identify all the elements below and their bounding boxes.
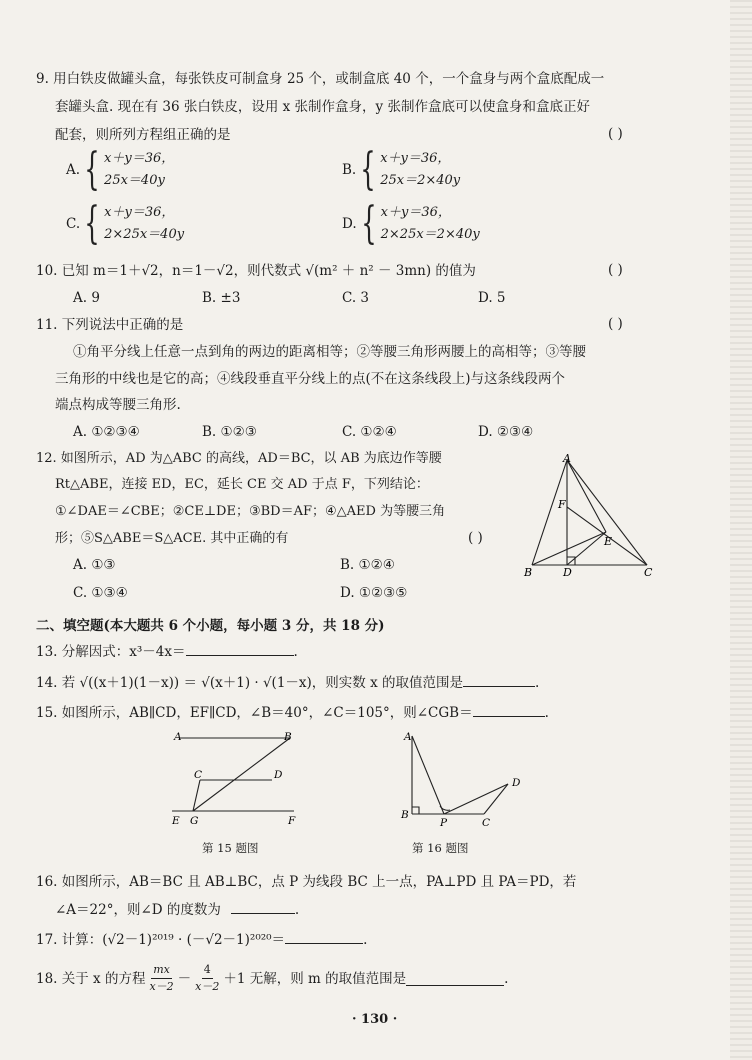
q12-line4: 形；⑤S△ABE＝S△ACE. 其中正确的有 [55,531,289,546]
q12-label-b: B [524,566,533,579]
q15-answer-blank[interactable] [473,703,545,717]
fig15 [166,728,306,828]
q11-line1: ①角平分线上任意一点到角的两边的距离相等；②等腰三角形两腰上的高相等；③等腰 [73,344,586,360]
q10-answer-paren: ( ) [608,262,623,278]
q11-option-d: D. ②③④ [478,424,534,440]
fig15-label-c: C [194,769,203,781]
q10-stem: 10. 已知 m＝1＋√2，n＝1－√2，则代数式 √(m² ＋ n² － 3mn) 的值为 [36,263,476,279]
q9-line2: 套罐头盒. 现在有 36 张白铁皮，设用 x 张制作盒身，y 张制作盒底可以使盒身和盒底正好 [55,99,590,115]
fig16-label-c: C [482,817,491,828]
q12-answer-paren: ( ) [468,530,483,546]
q12-seg-be [532,532,606,565]
fig15-label-e: E [172,815,180,827]
fig16-right-angle-b [412,807,419,814]
fig16-label-b: B [401,809,409,821]
q10-option-a: A. 9 [73,290,100,306]
q18-fraction-1: mx x－2 [149,963,174,993]
q9-option-a: A. { x＋y＝36， 25x＝40y [66,144,175,195]
q9-line3: 配套，则所列方程组正确的是 [55,127,231,143]
brace-icon: { [360,198,377,249]
q11-answer-paren: ( ) [608,316,623,332]
fig16-label-d: D [512,777,521,789]
q12-seg-ac [567,460,647,565]
brace-icon: { [360,144,376,195]
brace-icon: { [84,198,100,249]
q12-label-d: D [563,566,572,579]
q10-option-b: B. ±3 [202,290,241,306]
fig16-label-p: P [440,817,448,828]
q18-fraction-2: 4 x－2 [195,963,220,993]
q11-line3: 端点构成等腰三角形. [55,397,181,413]
fig15-caption: 第 15 题图 [202,841,259,855]
q12-seg-de [567,532,606,565]
fig15-label-a: A [174,731,182,743]
q12-option-d: D. ①②③⑤ [340,585,408,601]
q14-line: 14. 若 √((x＋1)(1－x)) ＝ √(x＋1) · √(1－x)，则实数 x 的取值范围是 . [36,675,540,691]
q14-answer-blank[interactable] [463,673,535,687]
q11-stem: 11. 下列说法中正确的是 [36,317,184,333]
q12-label-f: F [558,498,566,511]
fig16 [396,728,536,828]
q12-line3: ①∠DAE＝∠CBE；②CE⊥DE；③BD＝AF；④△AED 为等腰三角 [55,504,446,519]
q12-line2: Rt△ABE，连接 ED，EC，延长 CE 交 AD 于点 F，下列结论： [55,477,429,492]
q11-option-b: B. ①②③ [202,424,257,440]
q13-answer-blank[interactable] [186,642,294,656]
q10-option-c: C. 3 [342,290,370,306]
q17-line: 17. 计算：(√2－1)²⁰¹⁹ · (－√2－1)²⁰²⁰＝ . [36,932,368,948]
q12-label-a: A [563,452,571,465]
q16-line1: 16. 如图所示，AB＝BC 且 AB⊥BC，点 P 为线段 BC 上一点，PA⊥PD 且 PA＝PD，若 [36,874,577,890]
q16-answer-blank[interactable] [231,900,295,914]
q11-line2: 三角形的中线也是它的高；④线段垂直平分线上的点(不在这条线段上)与这条线段两个 [55,371,566,387]
q12-line1: 12. 如图所示，AD 为△ABC 的高线，AD＝BC，以 AB 为底边作等腰 [36,451,442,466]
q12-figure [520,452,660,582]
q15-line: 15. 如图所示，AB∥CD，EF∥CD，∠B＝40°，∠C＝105°，则∠CGB＝ . [36,705,549,721]
q11-option-c: C. ①②④ [342,424,397,440]
section-fill-blank-heading: 二、填空题(本大题共 6 个小题，每小题 3 分，共 18 分) [36,618,385,634]
q12-seg-ab [532,460,567,565]
fig16-caption: 第 16 题图 [412,841,469,855]
fig16-seg-dc [484,784,508,814]
q12-option-a: A. ①③ [73,557,116,573]
q11-option-a: A. ①②③④ [73,424,140,440]
q9-answer-paren: ( ) [608,126,623,142]
page-number: · 130 · [352,1012,398,1027]
fig16-seg-ap [412,736,444,814]
q12-option-b: B. ①②④ [340,557,395,573]
fig15-label-b: B [284,731,292,743]
q9-line1: 9. 用白铁皮做罐头盒，每张铁皮可制盒身 25 个，或制盒底 40 个，一个盒身与两个盒底配成一 [36,71,605,87]
q16-line2: ∠A＝22°，则∠D 的度数为 . [55,902,300,918]
fig15-label-d: D [274,769,283,781]
q12-label-c: C [644,566,653,579]
q9-option-d: D. { x＋y＝36， 2×25x＝2×40y [342,198,480,249]
brace-icon: { [84,144,100,195]
scan-edge [730,0,752,1060]
q18-line: 18. 关于 x 的方程 mx x－2 － 4 x－2 ＋1 无解，则 m 的取值范围是 . [36,963,509,993]
q12-label-e: E [604,535,613,548]
q10-option-d: D. 5 [478,290,506,306]
fig15-label-g: G [190,815,199,827]
fig16-label-a: A [404,731,412,743]
q17-answer-blank[interactable] [285,930,363,944]
q18-answer-blank[interactable] [406,972,504,986]
q12-option-c: C. ①③④ [73,585,128,601]
q13-line: 13. 分解因式：x³－4x＝ . [36,644,298,660]
q9-option-c: C. { x＋y＝36， 2×25x＝40y [66,198,185,249]
q9-option-b: B. { x＋y＝36， 25x＝2×40y [342,144,461,195]
fig15-label-f: F [288,815,296,827]
fig16-seg-pd [444,784,508,814]
